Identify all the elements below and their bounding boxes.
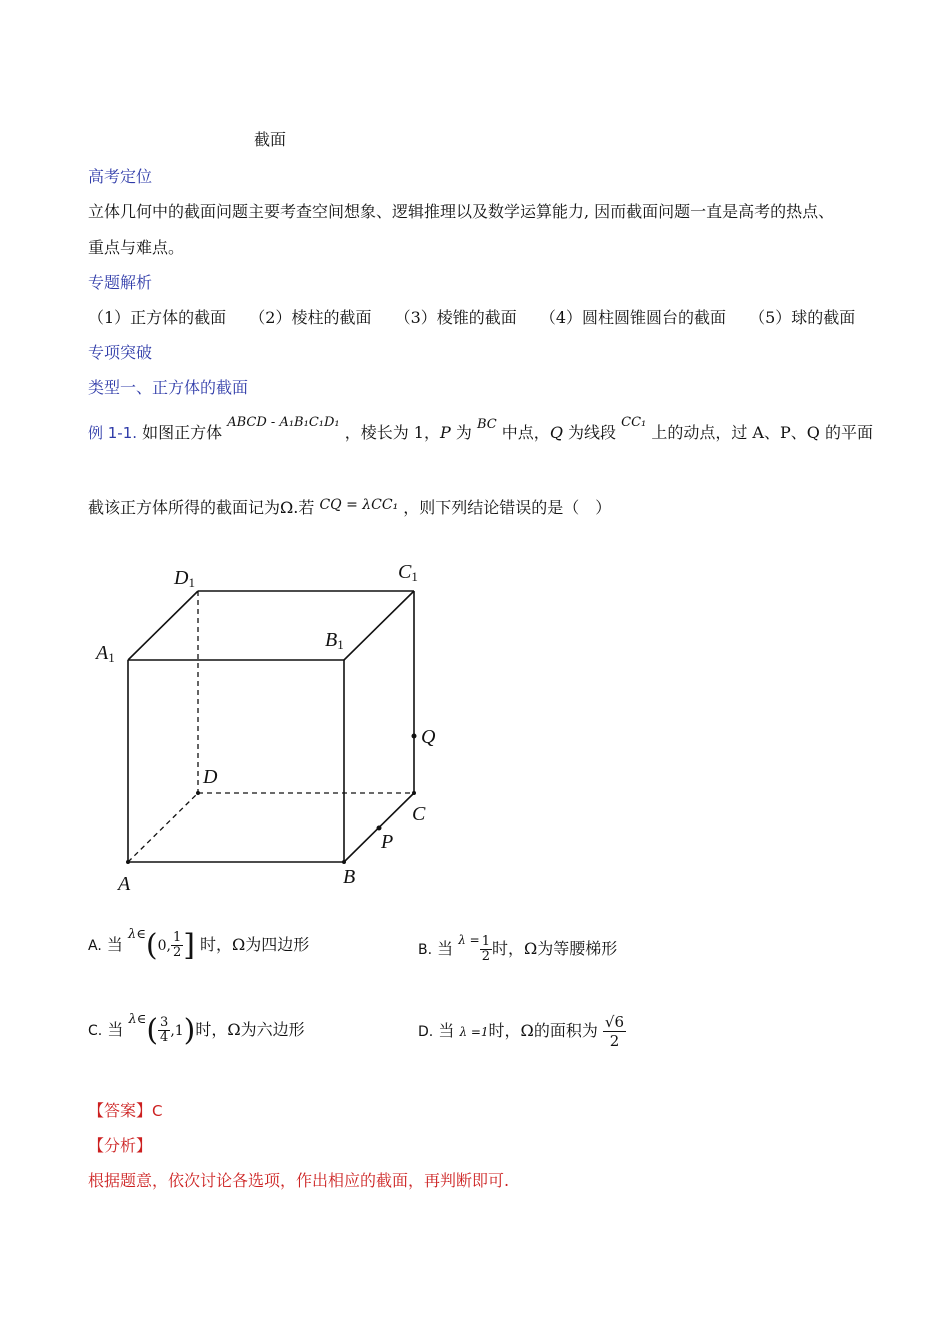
option-text: 当	[437, 939, 454, 958]
edge-a1d1	[128, 591, 198, 660]
option-c-math: λ∈	[128, 1012, 147, 1027]
option-d-math: λ =1	[459, 1025, 489, 1039]
option-b-letter: B.	[418, 942, 433, 958]
option-c-math: ,1	[170, 1023, 184, 1039]
fraction-num: 3	[160, 1015, 169, 1030]
option-text: 时，Ω为等腰梯形	[492, 939, 618, 958]
page-title: 截面	[254, 130, 287, 149]
option-text: 时，Ω为六边形	[195, 1020, 305, 1039]
edge-ad-hidden	[128, 793, 198, 862]
label-c1: C1	[398, 561, 418, 584]
point-p-dot	[377, 826, 382, 831]
answer-line	[88, 1098, 163, 1121]
example-text: 中点，	[501, 423, 550, 442]
option-c-letter: C.	[88, 1023, 103, 1039]
fraction-num: 1	[172, 930, 182, 945]
point-p: P	[440, 423, 451, 442]
fraction-num: 1	[481, 934, 491, 949]
edge-b1c1	[344, 591, 414, 660]
option-b[interactable]	[418, 935, 617, 964]
option-a-math: 0,	[157, 938, 171, 954]
point-q-dot	[412, 734, 417, 739]
option-d-letter: D.	[418, 1024, 434, 1040]
topic-item: （2）棱柱的截面	[249, 308, 372, 327]
segment-bc: BC	[476, 417, 497, 432]
section-heading-exam: 高考定位	[88, 167, 153, 186]
topic-item: （1）正方体的截面	[88, 308, 227, 327]
example-text: ，棱长为 1，	[344, 423, 440, 442]
example-line-1	[88, 415, 873, 443]
example-text: ，则下列结论错误的是（ ）	[403, 498, 612, 517]
option-c[interactable]: C. 当 $^{\lambda\in}$( $\frac{3}{4}$ ,1)时，Ω为六边形	[88, 1012, 305, 1048]
example-text: 为	[450, 423, 472, 442]
section-heading-breakthrough: 专项突破	[88, 343, 153, 362]
label-a: A	[118, 873, 131, 895]
example-text: 为线段	[562, 423, 617, 442]
option-a[interactable]: A. 当 $^{\lambda\in}$(0, $\frac{1}{2}$ ] 时，Ω为四边形	[88, 927, 310, 963]
option-text: 时，Ω为四边形	[200, 935, 310, 954]
label-p: P	[381, 831, 394, 853]
label-q: Q	[421, 726, 436, 748]
option-text: 当	[106, 935, 123, 954]
label-b1: B1	[325, 629, 344, 652]
point-q: Q	[549, 423, 563, 442]
label-c: C	[412, 803, 426, 825]
cube-figure	[90, 555, 460, 895]
type-heading: 类型一、正方体的截面	[88, 378, 249, 397]
option-b-math: λ =	[458, 933, 480, 947]
segment-cc1: CC₁	[621, 415, 647, 430]
fraction-den: 2	[609, 1032, 620, 1050]
label-d: D	[203, 766, 218, 788]
topic-item: （5）球的截面	[749, 308, 856, 327]
answer-label: 【答案】	[88, 1101, 153, 1120]
answer-value: C	[152, 1102, 163, 1120]
fraction-den: 2	[481, 949, 491, 964]
vector-equation: CQ = λCC₁	[319, 497, 399, 513]
label-d1: D1	[174, 567, 195, 590]
option-a-letter: A.	[88, 938, 102, 954]
option-text: 当	[107, 1020, 124, 1039]
fraction-den: 4	[160, 1030, 169, 1045]
topic-list	[88, 305, 855, 328]
topic-item: （4）圆柱圆锥圆台的截面	[539, 308, 727, 327]
example-label: 例 1-1.	[88, 424, 138, 442]
label-b: B	[343, 866, 356, 888]
intro-line-2: 重点与难点。	[88, 238, 185, 257]
section-heading-topics: 专题解析	[88, 273, 153, 292]
cube-name: ABCD - A₁B₁C₁D₁	[227, 415, 340, 430]
analysis-text: 根据题意，依次讨论各选项，作出相应的截面，再判断即可.	[88, 1171, 510, 1190]
option-a-math: λ∈	[127, 927, 146, 942]
example-text: 上的动点，过 A、P、Q 的平面	[651, 423, 873, 442]
topic-item: （3）棱锥的截面	[394, 308, 517, 327]
example-text: 截该正方体所得的截面记为Ω.若	[88, 498, 315, 517]
analysis-label: 【分析】	[88, 1136, 153, 1155]
option-text: 时，Ω的面积为	[488, 1021, 598, 1040]
option-text: 当	[438, 1021, 455, 1040]
fraction-num: √6	[604, 1013, 625, 1031]
label-a1: A1	[96, 642, 115, 665]
fraction-den: 2	[172, 945, 182, 960]
option-d[interactable]	[418, 1013, 626, 1050]
example-line-2	[88, 495, 611, 518]
intro-line-1: 立体几何中的截面问题主要考查空间想象、逻辑推理以及数学运算能力, 因而截面问题一直是高考的热点、	[88, 202, 835, 221]
example-text: 如图正方体	[142, 423, 223, 442]
